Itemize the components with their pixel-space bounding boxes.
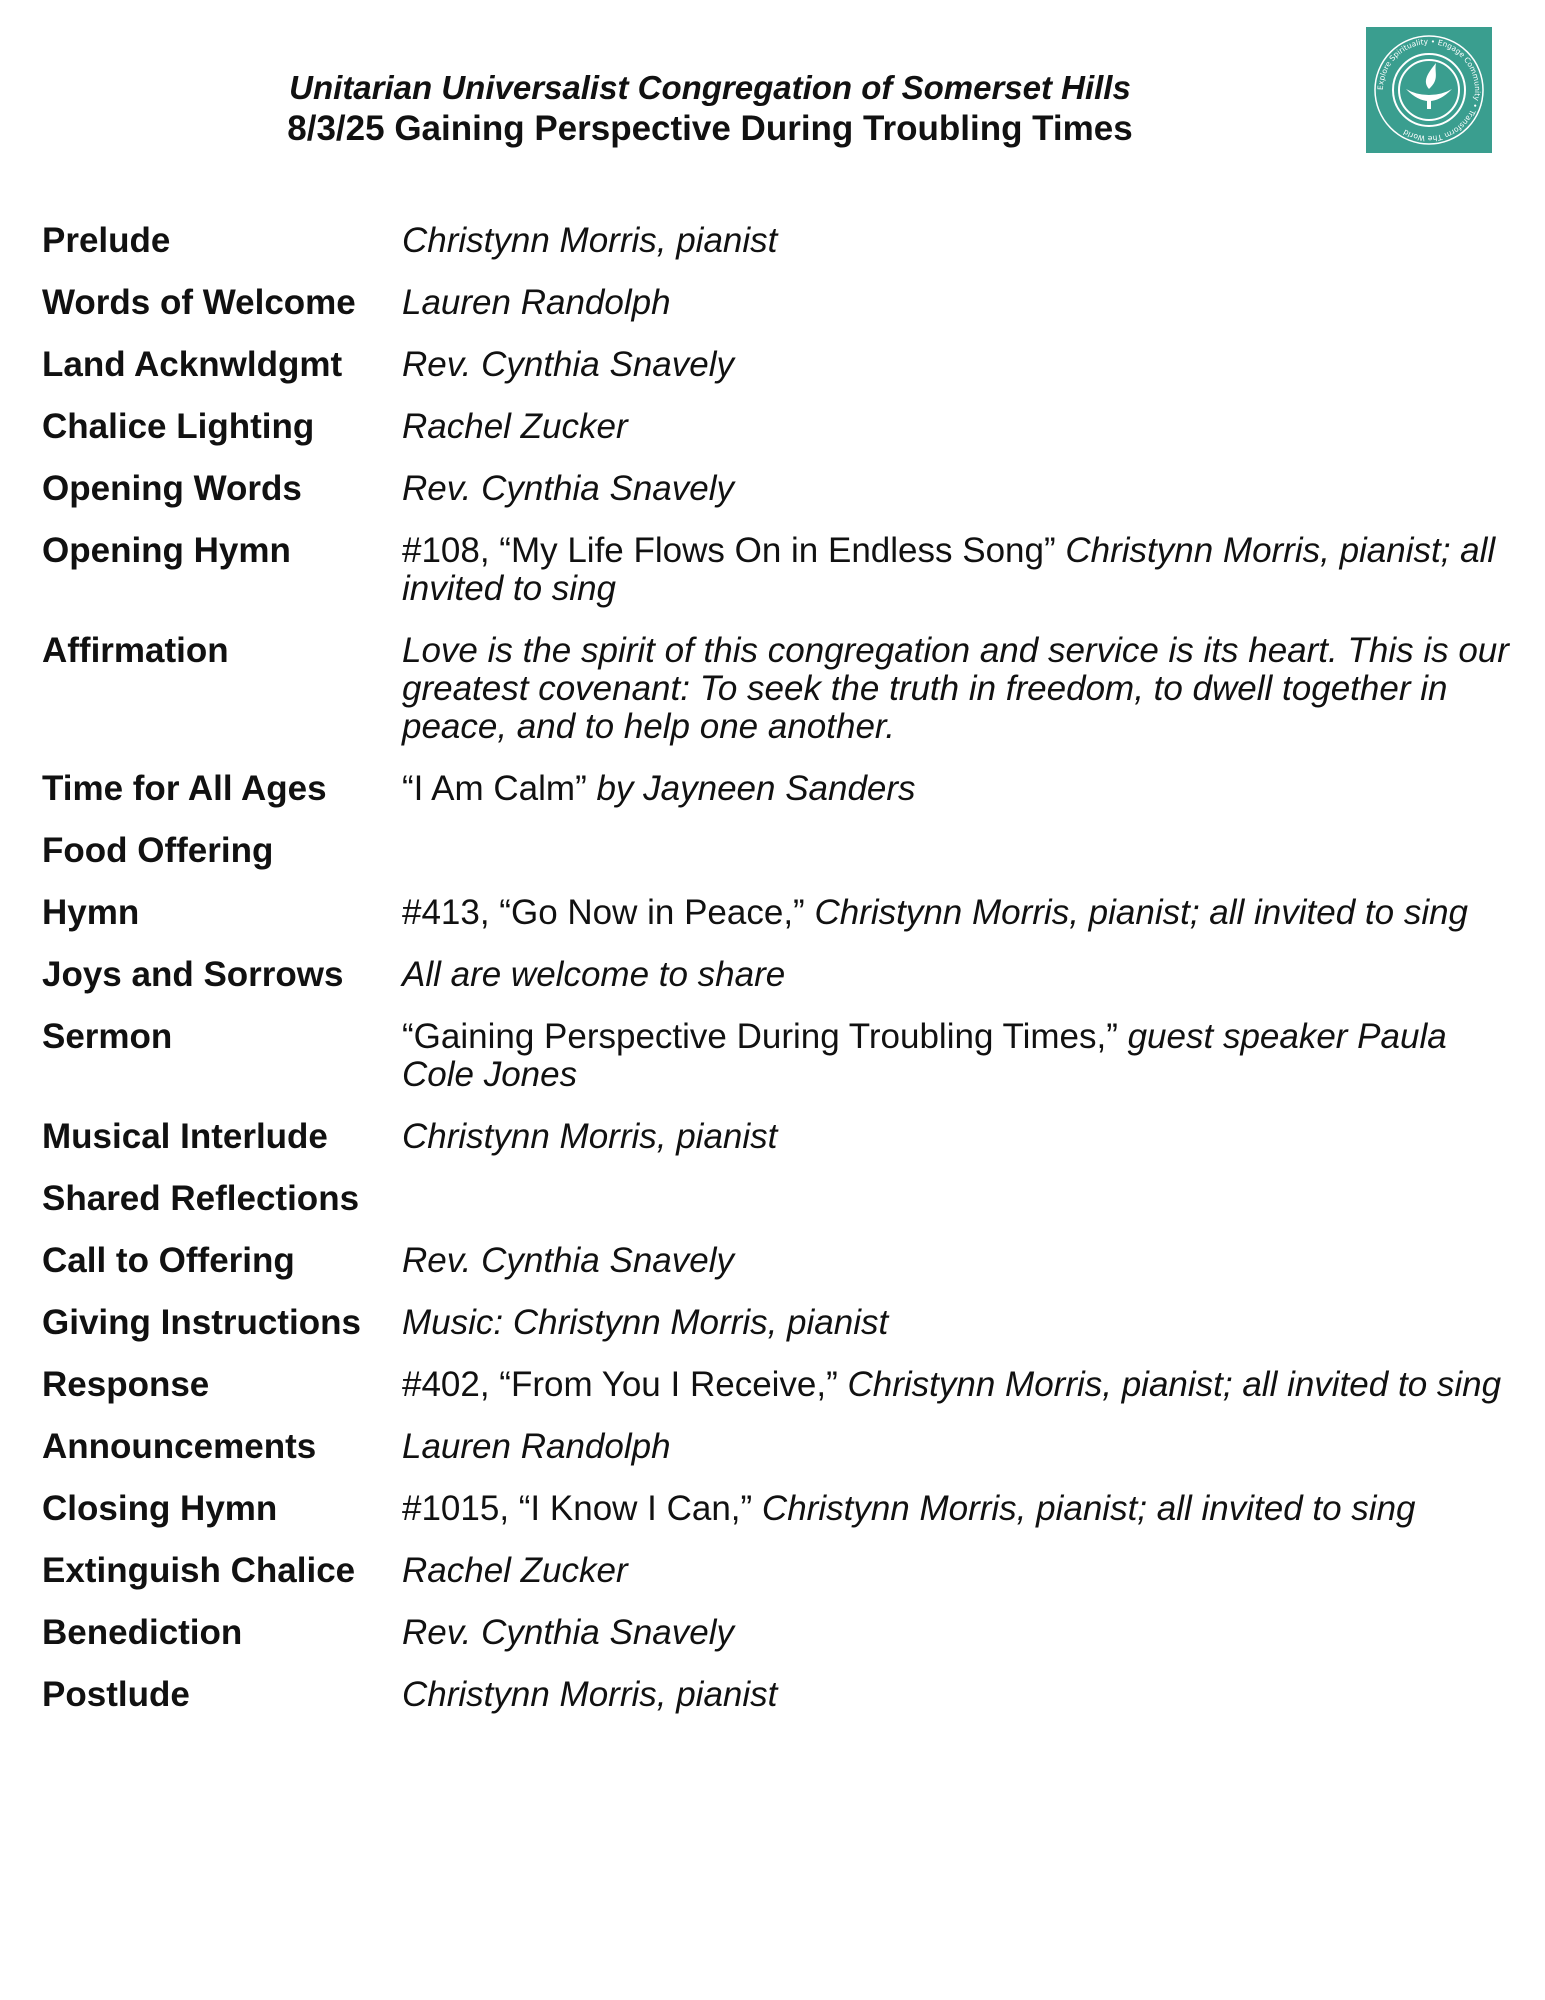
program-item-detail-italic: Christynn Morris, pianist; all invited to sing [761, 1489, 1416, 1528]
program-row [42, 632, 1517, 746]
program-item-detail-italic: by Jayneen Sanders [596, 769, 916, 808]
program-item-detail-italic: Lauren Randolph [402, 1427, 671, 1466]
program-row [42, 1242, 1517, 1280]
program-item-detail-italic: Rev. Cynthia Snavely [402, 1241, 735, 1280]
program-item-detail-italic: Christynn Morris, pianist [402, 221, 778, 260]
flaming-chalice-icon [1366, 27, 1492, 153]
program-item-label: Joys and Sorrows [42, 955, 344, 994]
program-item-detail [402, 1018, 1517, 1094]
program-item-label: Call to Offering [42, 1241, 295, 1280]
program-item-detail-plain: “I Am Calm” [402, 769, 597, 808]
program-item-detail-italic: Christynn Morris, pianist [402, 1675, 778, 1714]
program-item-detail-plain: “Gaining Perspective During Troubling Times,” [402, 1017, 1128, 1056]
program-item-detail-italic: Love is the spirit of this congregation and service is its heart. This is our greatest covenant: To seek the truth in freedom, to dwell together in peace, and to help one another. [402, 631, 1509, 746]
program-item-label: Benediction [42, 1613, 243, 1652]
program-item-detail [402, 832, 1517, 870]
program-item-detail [402, 1428, 1517, 1466]
program-item-detail [402, 1552, 1517, 1590]
program-item-detail [402, 1614, 1517, 1652]
program-row [42, 832, 1517, 870]
program-item-label: Postlude [42, 1675, 190, 1714]
program-row [42, 532, 1517, 608]
program-item-detail-italic: Rachel Zucker [402, 407, 628, 446]
program-item-detail-italic: Christynn Morris, pianist [402, 1117, 778, 1156]
program-item-label: Giving Instructions [42, 1303, 361, 1342]
program-item-label: Land Acknwldgmt [42, 345, 343, 384]
program-item-detail [402, 1180, 1517, 1218]
program-item-detail [402, 1242, 1517, 1280]
program-item-detail-plain: #1015, “I Know I Can,” [402, 1489, 762, 1528]
program-item-detail-italic: guest speaker Paula Cole Jones [402, 1017, 1447, 1094]
program-item-detail [402, 284, 1517, 322]
program-item-detail [402, 532, 1517, 608]
program-item-label: Time for All Ages [42, 769, 327, 808]
program-row [42, 1490, 1517, 1528]
order-of-service-list [42, 222, 1517, 1714]
congregation-name: Unitarian Universalist Congregation of Somerset Hills [289, 69, 1131, 106]
program-item-label: Prelude [42, 221, 171, 260]
program-item-detail [402, 346, 1517, 384]
program-item-detail-plain: #413, “Go Now in Peace,” [402, 893, 815, 932]
program-item-label: Extinguish Chalice [42, 1551, 356, 1590]
program-item-detail-italic: Rev. Cynthia Snavely [402, 1613, 735, 1652]
program-item-detail [402, 632, 1517, 746]
program-row [42, 1676, 1517, 1714]
logo-ring-text: Explore Spirituality • Engage Community • Transform The World [1375, 36, 1483, 144]
program-row [42, 284, 1517, 322]
program-item-detail [402, 956, 1517, 994]
program-item-detail-italic: Christynn Morris, pianist; all invited to sing [847, 1365, 1502, 1404]
program-row [42, 408, 1517, 446]
program-item-label: Sermon [42, 1017, 173, 1056]
program-row [42, 1614, 1517, 1652]
program-item-label: Musical Interlude [42, 1117, 328, 1156]
program-item-detail [402, 1676, 1517, 1714]
program-item-label: Hymn [42, 893, 140, 932]
program-item-detail [402, 1304, 1517, 1342]
program-item-label: Response [42, 1365, 210, 1404]
program-item-detail [402, 1118, 1517, 1156]
program-row [42, 470, 1517, 508]
program-item-label: Food Offering [42, 831, 274, 870]
program-item-label: Shared Reflections [42, 1179, 360, 1218]
program-item-label: Words of Welcome [42, 283, 356, 322]
program-item-detail-italic: Lauren Randolph [402, 283, 671, 322]
program-item-detail-italic: Rachel Zucker [402, 1551, 628, 1590]
program-row [42, 1428, 1517, 1466]
program-item-detail [402, 1490, 1517, 1528]
program-item-label: Closing Hymn [42, 1489, 278, 1528]
program-item-label: Opening Words [42, 469, 302, 508]
program-item-detail [402, 408, 1517, 446]
program-row [42, 222, 1517, 260]
program-row [42, 1018, 1517, 1094]
program-row [42, 770, 1517, 808]
program-item-detail [402, 894, 1517, 932]
service-title: 8/3/25 Gaining Perspective During Troubling Times [287, 109, 1133, 148]
program-row [42, 1304, 1517, 1342]
program-row [42, 1118, 1517, 1156]
program-item-detail-italic: Christynn Morris, pianist; all invited to sing [814, 893, 1469, 932]
program-item-detail-italic: Music: Christynn Morris, pianist [402, 1303, 889, 1342]
uu-chalice-logo [1366, 27, 1492, 153]
program-item-label: Opening Hymn [42, 531, 291, 570]
program-item-detail-plain: #108, “My Life Flows On in Endless Song” [402, 531, 1066, 570]
program-row [42, 1180, 1517, 1218]
program-row [42, 346, 1517, 384]
program-item-detail-italic: Rev. Cynthia Snavely [402, 345, 735, 384]
program-item-detail-italic: Rev. Cynthia Snavely [402, 469, 735, 508]
program-item-detail [402, 470, 1517, 508]
program-item-detail [402, 222, 1517, 260]
program-item-label: Affirmation [42, 631, 229, 670]
program-item-detail-italic: Christynn Morris, pianist; all invited to sing [402, 531, 1496, 608]
order-of-service-header [0, 68, 1420, 150]
program-item-label: Announcements [42, 1427, 317, 1466]
program-item-detail [402, 1366, 1517, 1404]
program-row [42, 1552, 1517, 1590]
program-row [42, 956, 1517, 994]
program-row [42, 894, 1517, 932]
program-row [42, 1366, 1517, 1404]
program-item-detail-italic: All are welcome to share [402, 955, 786, 994]
program-item-label: Chalice Lighting [42, 407, 315, 446]
program-item-detail-plain: #402, “From You I Receive,” [402, 1365, 848, 1404]
program-item-detail [402, 770, 1517, 808]
